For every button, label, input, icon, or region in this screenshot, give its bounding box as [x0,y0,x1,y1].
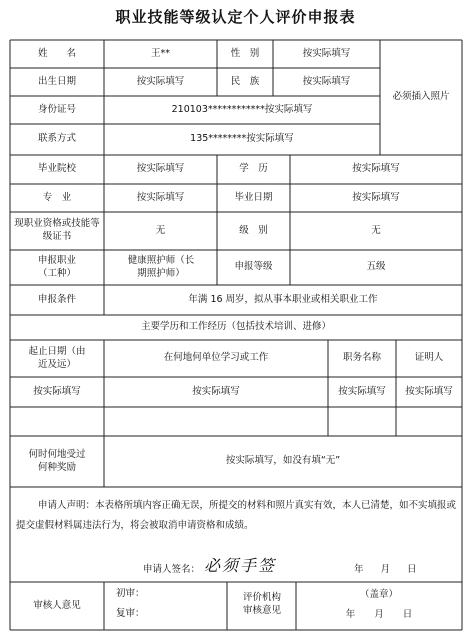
history-row-1-place[interactable]: 按实际填写 [192,385,240,397]
history-row-1-title[interactable]: 按实际填写 [338,385,386,397]
history-row-2-witness[interactable] [396,407,462,436]
grade-value[interactable]: 五级 [366,261,386,273]
level-label: 级 别 [239,224,268,236]
certificate-value[interactable]: 无 [155,224,166,236]
gender-label: 性 别 [230,47,260,59]
second-review-label[interactable]: 复审： [116,607,145,619]
id-value[interactable]: 210103************按实际填写 [171,103,313,115]
history-row-1-date[interactable]: 按实际填写 [33,385,81,397]
form-title: 职业技能等级认定个人评价申报表 [115,8,356,26]
awards-value[interactable]: 按实际填写，如没有填“无” [225,455,341,467]
condition-value[interactable]: 年满 16 周岁，拟从事本职业或相关职业工作 [188,293,378,305]
contact-label: 联系方式 [37,133,76,145]
major-value[interactable]: 按实际填写 [136,191,185,203]
ethnic-value[interactable]: 按实际填写 [302,75,351,87]
education-value[interactable]: 按实际填写 [352,163,400,175]
history-place-header: 在何地何单位学习或工作 [163,352,269,364]
history-row-2-title[interactable] [328,407,396,436]
review-date[interactable]: 年 月 日 [345,608,413,620]
history-row-2-date[interactable] [10,407,104,436]
id-label: 身份证号 [37,103,76,115]
graduation-date-label: 毕业日期 [234,191,273,203]
history-title-header: 职务名称 [342,352,381,364]
major-label: 专 业 [42,191,72,203]
certificate-label: 现职业资格或技能等级证书 [14,218,100,242]
history-heading: 主要学历和工作经历（包括技术培训、进修） [140,321,331,333]
school-value[interactable]: 按实际填写 [136,163,185,175]
education-label: 学 历 [239,163,268,175]
graduation-date-value[interactable]: 按实际填写 [352,191,400,203]
first-review-label[interactable]: 初审： [116,587,145,599]
school-label: 毕业院校 [37,163,76,175]
birth-value[interactable]: 按实际填写 [136,75,185,87]
condition-label: 申报条件 [37,293,76,305]
review-label: 审核人意见 [33,599,81,611]
declaration-date[interactable]: 年 月 日 [354,564,417,575]
signature-label: 申请人签名： [143,564,201,575]
ethnic-label: 民 族 [230,75,260,87]
stamp-label[interactable]: （盖章） [359,588,398,600]
signature-field[interactable]: 必须手签 [204,556,277,575]
agency-review-label: 评价机构审核意见 [242,592,281,616]
birth-label: 出生日期 [37,75,76,87]
contact-value[interactable]: 135********按实际填写 [190,133,294,145]
name-label: 姓 名 [37,47,76,59]
history-row-1-witness[interactable]: 按实际填写 [405,385,453,397]
grade-label: 申报等级 [234,261,273,273]
declaration-text: 申请人声明：本表格所填内容正确无误，所提交的材料和照片真实有效，本人已清楚，如不实填报或提交虚假材料属违法行为，将会被取消申请资格和成绩。 [16,500,457,531]
occupation-value[interactable]: 健康照护师（长期照护师） [127,254,195,279]
level-value[interactable]: 无 [371,224,381,236]
history-row-2-place[interactable] [104,407,328,436]
history-date-header: 起止日期（由近及远） [28,345,86,370]
name-value[interactable]: 王** [150,47,170,59]
occupation-label: 申报职业（工种） [37,254,76,279]
history-witness-header: 证明人 [414,352,444,364]
awards-label: 何时何地受过何种奖励 [28,448,86,473]
gender-value[interactable]: 按实际填写 [302,47,351,59]
photo-placeholder[interactable]: 必须插入照片 [392,91,450,103]
